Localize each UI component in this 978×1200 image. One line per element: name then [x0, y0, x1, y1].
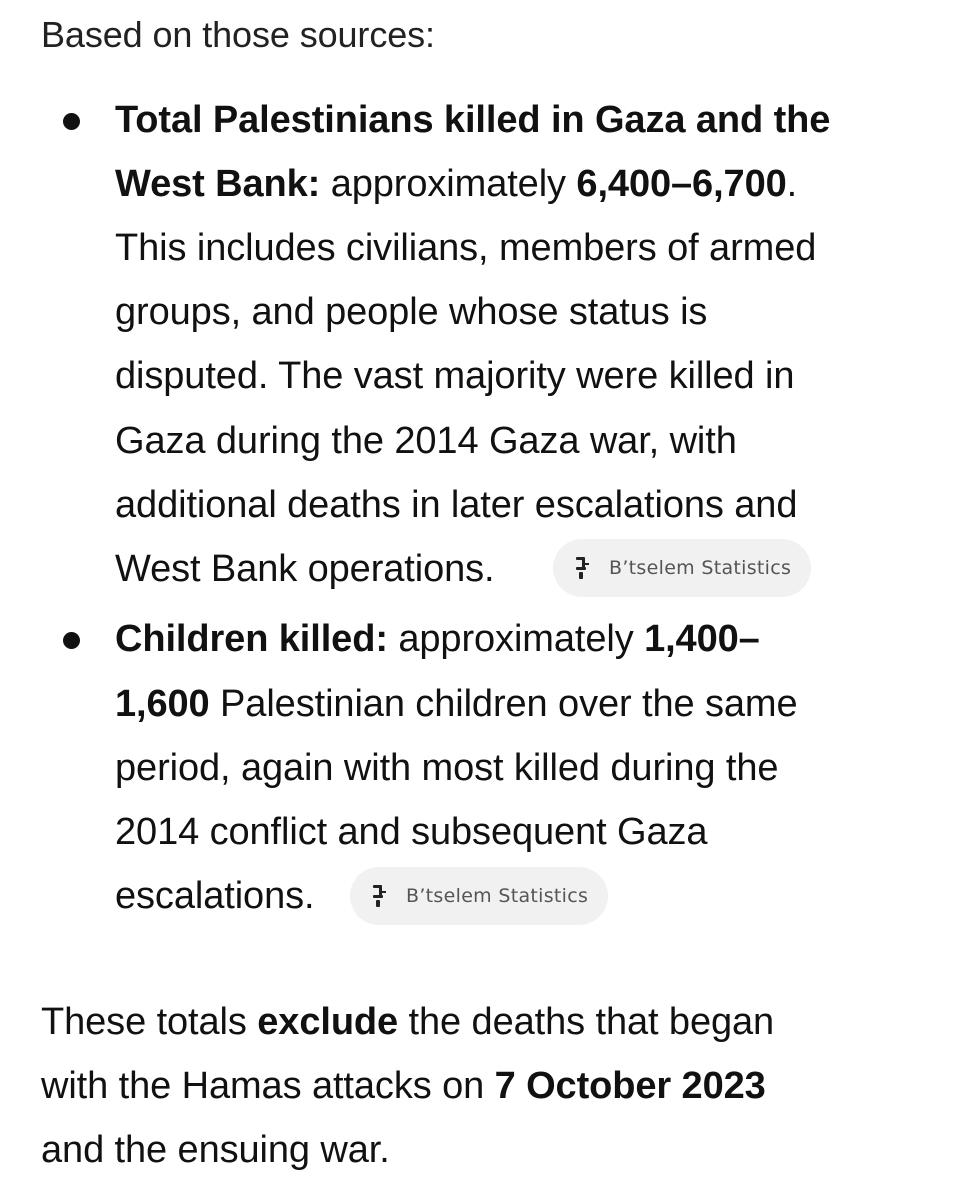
text-run: escalations.: [115, 875, 315, 917]
text-run: groups, and people whose status is: [115, 291, 708, 333]
text-run: .: [786, 163, 798, 205]
text-run: with the Hamas attacks on: [41, 1065, 495, 1107]
bold-text: 1,600: [115, 683, 210, 725]
text-run: approximately: [387, 618, 645, 660]
text-run: disputed. The vast majority were killed in: [115, 355, 795, 397]
text-run: period, again with most killed during the: [115, 747, 779, 789]
bullet-2-line: [115, 681, 798, 727]
source-chip-btselem[interactable]: [350, 867, 608, 925]
bullet-1-line: [115, 289, 707, 335]
bullet-2-line: [115, 745, 778, 791]
bullet-point: [63, 632, 80, 649]
bold-text: West Bank:: [115, 163, 321, 205]
bullet-1-line: [115, 353, 794, 399]
bullet-1-line: [115, 546, 495, 592]
text-run: approximately: [320, 163, 577, 205]
text-run: 2014 conflict and subsequent Gaza: [115, 811, 708, 853]
bullet-2-line: [115, 873, 314, 919]
bullet-1-line: [115, 161, 797, 207]
bold-text: Total Palestinians killed in Gaza and the: [115, 99, 831, 141]
text-run: Gaza during the 2014 Gaza war, with: [115, 420, 737, 462]
bullet-2-line: [115, 809, 707, 855]
text-run: Palestinian children over the same: [209, 683, 798, 725]
closing-line: [41, 1127, 390, 1173]
bullet-point: [63, 113, 80, 130]
text-run: the deaths that began: [398, 1001, 775, 1043]
bullet-1-line: [115, 482, 797, 528]
bold-text: Children killed:: [115, 618, 388, 660]
text-run: and the ensuing war.: [41, 1129, 390, 1171]
bullet-1-line: [115, 225, 816, 271]
closing-line: [41, 1063, 766, 1109]
bold-text: 6,400–6,700: [576, 163, 787, 205]
source-chip-btselem[interactable]: [553, 539, 811, 597]
bold-text: 7 October 2023: [494, 1065, 766, 1107]
bold-text: 1,400–: [644, 618, 760, 660]
intro-text: Based on those sources:: [41, 14, 435, 55]
closing-line: [41, 999, 774, 1045]
text-run: This includes civilians, members of armed: [115, 227, 817, 269]
bullet-2-line: [115, 616, 760, 662]
bullet-1-line: [115, 418, 737, 464]
text-run: additional deaths in later escalations and: [115, 484, 798, 526]
text-run: West Bank operations.: [115, 548, 495, 590]
source-chip-label: B’tselem Statistics: [609, 557, 792, 579]
bold-text: exclude: [257, 1001, 399, 1043]
bullet-1-line: [115, 97, 830, 143]
source-chip-label: B’tselem Statistics: [406, 885, 589, 907]
document-pin-icon: [573, 555, 593, 581]
text-run: These totals: [41, 1001, 258, 1043]
document-pin-icon: [370, 883, 390, 909]
